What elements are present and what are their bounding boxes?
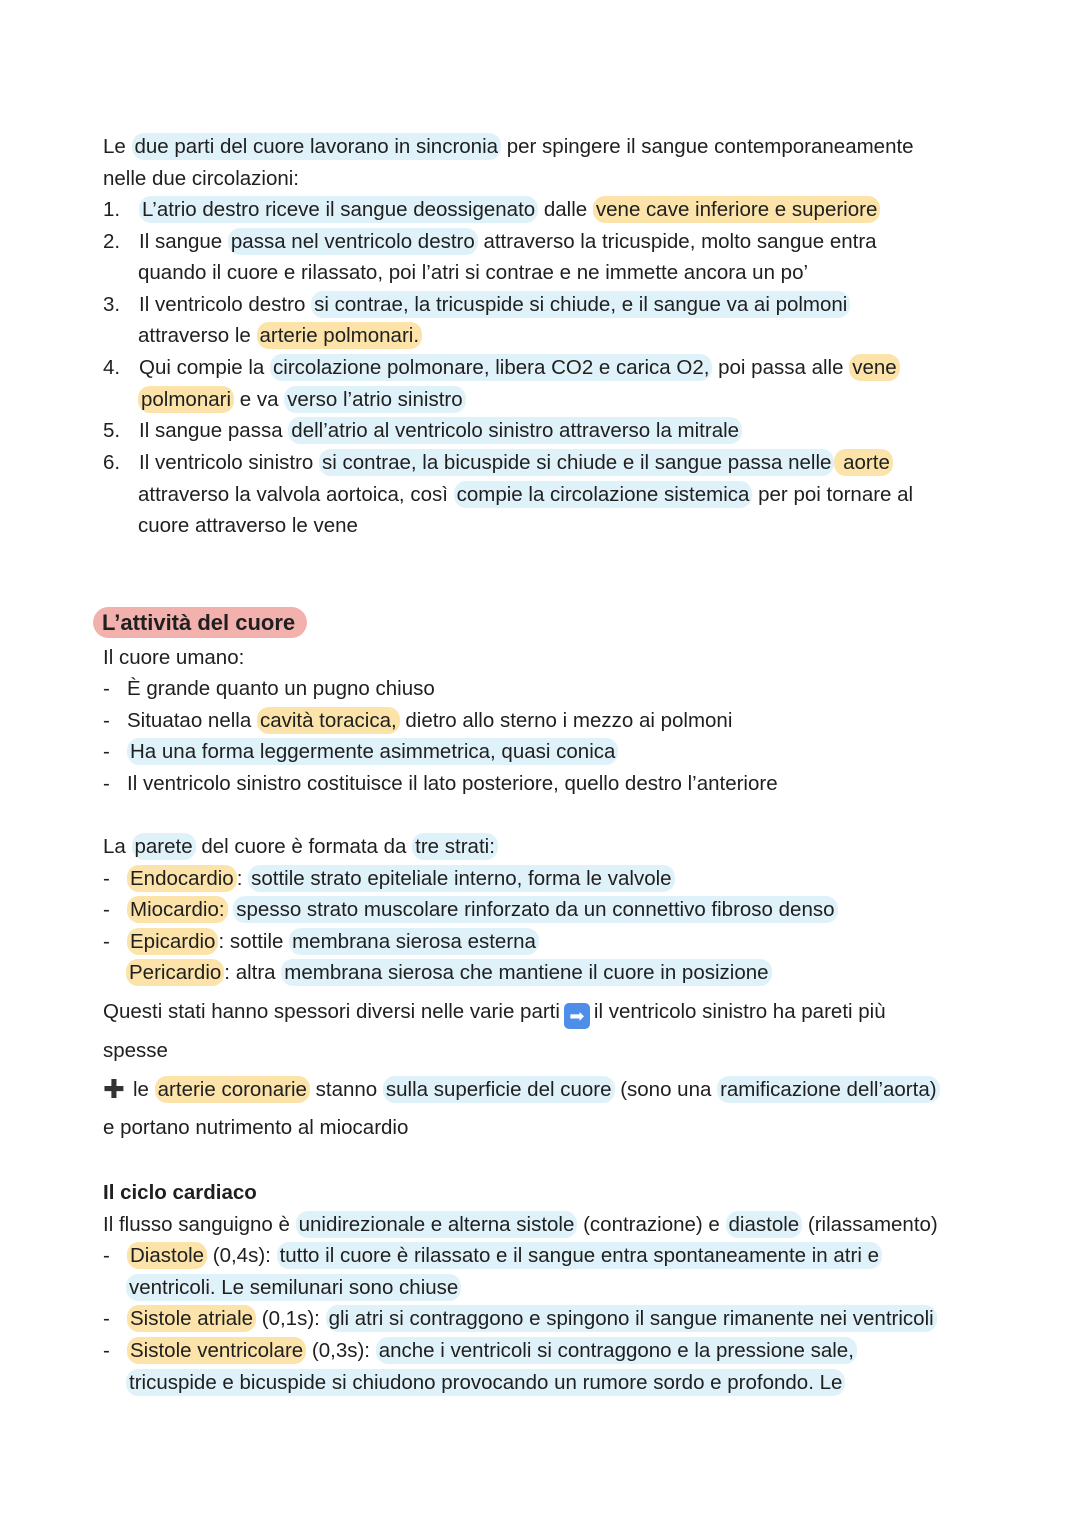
cycle-text: (contrazione) e (577, 1213, 726, 1236)
layer-text: : (236, 867, 249, 890)
highlight-blue: parete (132, 833, 196, 860)
highlight-blue: tre strati: (412, 833, 498, 860)
step-4 (0, 354, 1080, 382)
highlight-blue: circolazione polmonare, libera CO2 e carica O2, (270, 354, 712, 381)
step-text: attraverso la tricuspide, molto sangue entra (477, 230, 877, 253)
coronary-line (0, 1075, 1080, 1103)
intro-text: per spingere il sangue contemporaneamente (501, 135, 914, 158)
step-number: 4. (103, 356, 121, 379)
highlight-blue: sulla superficie del cuore (383, 1076, 615, 1103)
dash-bullet: - (103, 1339, 110, 1362)
highlight-blue: membrana sierosa esterna (289, 928, 539, 955)
step-text: attraverso la valvola aortoica, così (138, 483, 454, 506)
step-number: 5. (103, 419, 121, 442)
highlight-yellow: Diastole (127, 1242, 207, 1269)
highlight-blue: membrana sierosa che mantiene il cuore in posizione (281, 959, 771, 986)
step-number: 6. (103, 451, 121, 474)
highlight-blue: spesso strato muscolare rinforzato da un connettivo fibroso denso (233, 896, 837, 923)
step-3 (0, 291, 1080, 319)
activity-bullet-3 (0, 738, 1080, 766)
cycle-text: Il flusso sanguigno è (103, 1213, 296, 1236)
highlight-blue: due parti del cuore lavorano in sincronia (132, 133, 502, 160)
plus-icon: ✚ (103, 1074, 125, 1104)
cycle-intro (0, 1211, 1080, 1239)
step-text: dalle (538, 198, 593, 221)
coronary-text: (sono una (614, 1078, 718, 1101)
step-6-cont-2: cuore attraverso le vene (138, 514, 358, 537)
bullet-text: dietro allo sterno i mezzo ai polmoni (399, 709, 733, 732)
highlight-yellow: arterie coronarie (155, 1076, 310, 1103)
wall-layer-1 (0, 865, 1080, 893)
highlight-blue: L’atrio destro riceve il sangue deossigenato (139, 196, 538, 223)
activity-subtitle: Il cuore umano: (103, 646, 245, 669)
dash-bullet: - (103, 930, 110, 953)
wall-intro (0, 833, 1080, 861)
step-text: Il ventricolo sinistro (139, 451, 320, 474)
wall-layer-3 (0, 928, 1080, 956)
thickness-text: Questi stati hanno spessori diversi nelle varie parti (103, 1000, 560, 1023)
layer-text: : altra (224, 961, 282, 984)
highlight-blue: ramificazione dell’aorta) (717, 1076, 939, 1103)
highlight-blue: compie la circolazione sistemica (454, 481, 753, 508)
dash-bullet: - (103, 740, 110, 763)
step-1 (0, 196, 1080, 224)
highlight-blue: anche i ventricoli si contraggono e la pressione sale, (376, 1337, 857, 1364)
highlight-blue: ventricoli. Le semilunari sono chiuse (126, 1274, 461, 1301)
highlight-blue: dell’atrio al ventricolo sinistro attraverso la mitrale (288, 417, 742, 444)
section-heading: L’attività del cuore (93, 607, 307, 638)
step-text: poi passa alle (712, 356, 850, 379)
coronary-text: le (133, 1078, 155, 1101)
wall-layer-2 (0, 896, 1080, 924)
step-6 (0, 449, 1080, 477)
step-4-cont (0, 386, 1080, 414)
step-number: 2. (103, 230, 121, 253)
activity-bullet-2 (0, 707, 1080, 735)
highlight-yellow: Sistole ventricolare (127, 1337, 306, 1364)
intro-line-1 (0, 133, 1080, 161)
highlight-blue: si contrae, la tricuspide si chiude, e il sangue va ai polmoni (311, 291, 850, 318)
highlight-blue: diastole (726, 1211, 803, 1238)
coronary-text: stanno (309, 1078, 383, 1101)
highlight-yellow: arterie polmonari. (257, 322, 423, 349)
highlight-blue: unidirezionale e alterna sistole (296, 1211, 578, 1238)
highlight-blue: Ha una forma leggermente asimmetrica, quasi conica (127, 738, 618, 765)
activity-bullet-1 (0, 675, 1080, 703)
right-arrow-icon: ➡ (564, 1003, 590, 1029)
dash-bullet: - (103, 867, 110, 890)
activity-bullet-4 (0, 770, 1080, 798)
highlight-yellow: Miocardio: (127, 896, 228, 923)
highlight-blue: tricuspide e bicuspide si chiudono provocando un rumore sordo e profondo. Le (126, 1369, 845, 1396)
dash-bullet: - (103, 772, 110, 795)
step-number: 1. (103, 198, 121, 221)
highlight-yellow: cavità toracica, (257, 707, 400, 734)
highlight-yellow: aorte (834, 449, 892, 476)
highlight-yellow: Endocardio (127, 865, 237, 892)
highlight-blue: verso l’atrio sinistro (284, 386, 465, 413)
dash-bullet: - (103, 898, 110, 921)
layer-text: : sottile (218, 930, 290, 953)
highlight-yellow: polmonari (138, 386, 234, 413)
step-3-cont (0, 322, 1080, 350)
bullet-text: È grande quanto un pugno chiuso (127, 677, 435, 700)
step-2-cont: quando il cuore e rilassato, poi l’atri si contrae e ne immette ancora un po’ (138, 261, 809, 284)
highlight-yellow: Pericardio (126, 959, 224, 986)
thickness-line (0, 998, 1080, 1026)
thickness-text: il ventricolo sinistro ha pareti più (593, 1000, 886, 1023)
step-5 (0, 417, 1080, 445)
wall-text: La (103, 835, 132, 858)
section-title (93, 609, 1080, 637)
step-text: per poi tornare al (752, 483, 914, 506)
cycle-time: (0,3s): (306, 1339, 376, 1362)
dash-bullet: - (103, 1307, 110, 1330)
wall-text: del cuore è formata da (195, 835, 413, 858)
intro-line-2: nelle due circolazioni: (103, 167, 300, 190)
cycle-item-1-cont (0, 1274, 1080, 1302)
bullet-text: Situatao nella (127, 709, 257, 732)
highlight-blue: gli atri si contraggono e spingono il sangue rimanente nei ventricoli (326, 1305, 937, 1332)
highlight-blue: si contrae, la bicuspide si chiude e il sangue passa nelle (319, 449, 834, 476)
cycle-item-3-cont (0, 1369, 1080, 1397)
step-text: Qui compie la (139, 356, 271, 379)
step-text: Il sangue (139, 230, 228, 253)
highlight-yellow: Epicardio (127, 928, 218, 955)
step-text: attraverso le (138, 324, 257, 347)
step-text: Il sangue passa (139, 419, 289, 442)
highlight-blue: passa nel ventricolo destro (228, 228, 478, 255)
bullet-text: Il ventricolo sinistro costituisce il lato posteriore, quello destro l’anteriore (127, 772, 778, 795)
step-text: e va (234, 388, 285, 411)
cycle-item-3 (0, 1337, 1080, 1365)
thickness-line-cont: spesse (103, 1039, 168, 1062)
highlight-blue: tutto il cuore è rilassato e il sangue entra spontaneamente in atri e (277, 1242, 882, 1269)
highlight-yellow: vene (849, 354, 899, 381)
cycle-title: Il ciclo cardiaco (103, 1181, 257, 1204)
highlight-yellow: vene cave inferiore e superiore (593, 196, 880, 223)
step-6-cont (0, 481, 1080, 509)
highlight-blue: sottile strato epiteliale interno, forma le valvole (248, 865, 674, 892)
intro-text: Le (103, 135, 132, 158)
wall-layer-4 (0, 959, 1080, 987)
cycle-item-2 (0, 1305, 1080, 1333)
dash-bullet: - (103, 709, 110, 732)
step-text: Il ventricolo destro (139, 293, 312, 316)
cycle-time: (0,1s): (256, 1307, 326, 1330)
step-2 (0, 228, 1080, 256)
coronary-line-cont: e portano nutrimento al miocardio (103, 1116, 409, 1139)
cycle-time: (0,4s): (207, 1244, 277, 1267)
cycle-text: (rilassamento) (802, 1213, 938, 1236)
highlight-yellow: Sistole atriale (127, 1305, 256, 1332)
cycle-item-1 (0, 1242, 1080, 1270)
step-number: 3. (103, 293, 121, 316)
dash-bullet: - (103, 1244, 110, 1267)
dash-bullet: - (103, 677, 110, 700)
